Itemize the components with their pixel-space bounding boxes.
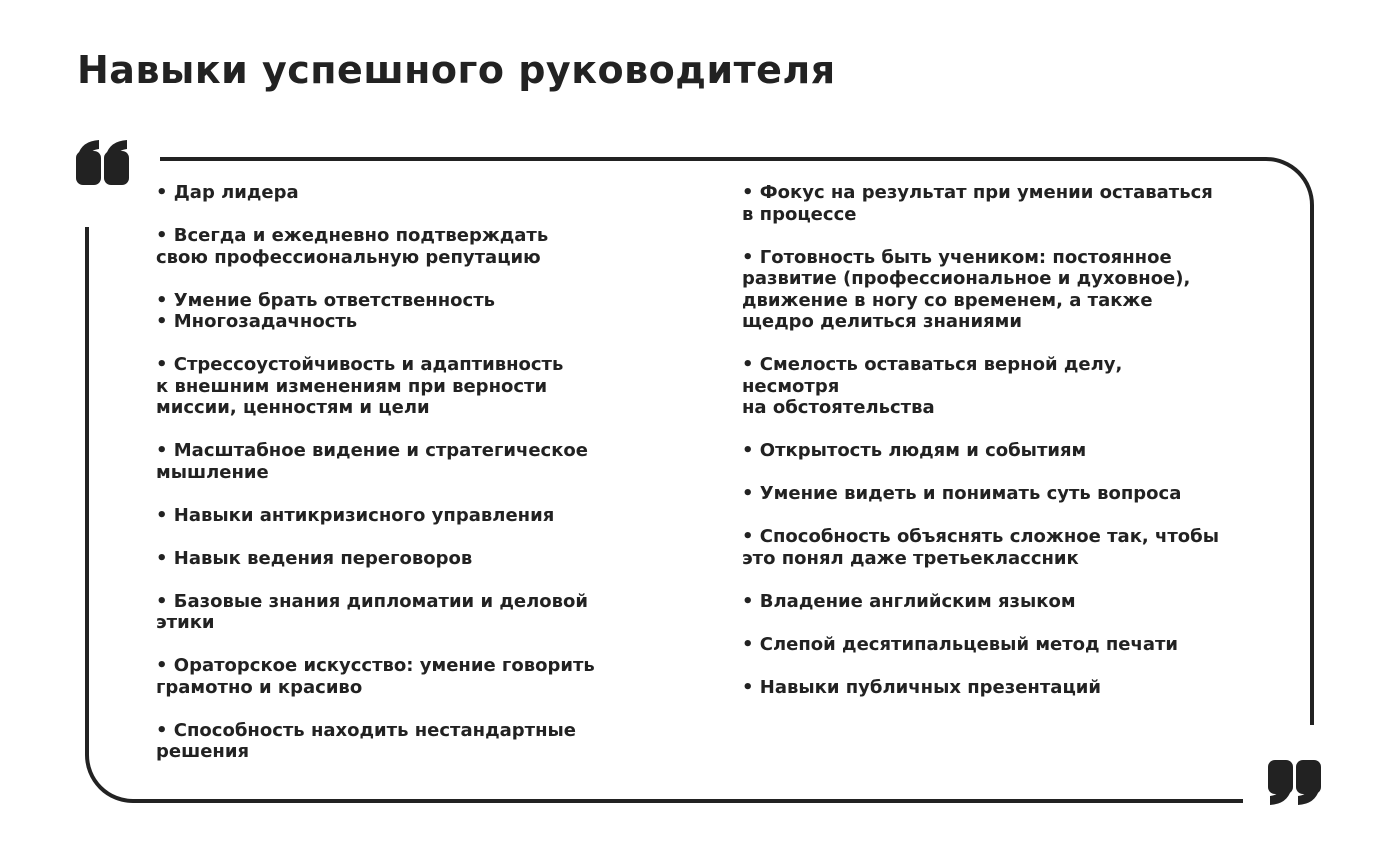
list-item: • Навык ведения переговоров [156, 547, 473, 569]
left-skills-list [156, 182, 656, 784]
list-item: • Открытость людям и событиям [742, 440, 1087, 461]
list-item: • Ораторское искусство: умение говорить грамотно и красиво [156, 655, 595, 698]
list-item: • Владение английским языком [742, 590, 1076, 612]
list-item: • Умение брать ответственность [156, 289, 496, 311]
list-item: • Слепой десятипальцевый метод печати [742, 633, 1179, 655]
list-item: • Всегда и ежедневно подтверждать свою профессиональную репутацию [156, 225, 549, 268]
right-skills-list [742, 182, 1282, 720]
list-item: • Многозадачность [156, 311, 358, 332]
list-item: • Готовность быть учеником: постоянное развитие (профессиональное и духовное), движение в ногу со временем, а также щедро делиться знаниями [742, 246, 1191, 332]
list-item: • Навыки антикризисного управления [156, 504, 555, 526]
list-item: • Фокус на результат при умении оставаться в процессе [742, 182, 1213, 225]
list-item: • Способность объяснять сложное так, чтобы это понял даже третьеклассник [742, 526, 1220, 569]
list-item: • Навыки публичных презентаций [742, 676, 1102, 698]
open-quote-icon [76, 140, 129, 185]
list-item: • Базовые знания дипломатии и деловой этики [156, 590, 588, 633]
list-item: • Дар лидера [156, 182, 299, 203]
list-item: • Масштабное видение и стратегическое мышление [156, 440, 589, 483]
list-item: • Стрессоустойчивость и адаптивность к внешним изменениям при верности миссии, ценностям и цели [156, 354, 564, 418]
close-quote-icon [1268, 760, 1321, 805]
page-title: Навыки успешного руководителя [77, 48, 836, 92]
list-item: • Умение видеть и понимать суть вопроса [742, 483, 1182, 504]
list-item: • Способность находить нестандартные решения [156, 719, 576, 762]
list-item: • Смелость оставаться верной делу, несмотря на обстоятельства [742, 354, 1123, 418]
